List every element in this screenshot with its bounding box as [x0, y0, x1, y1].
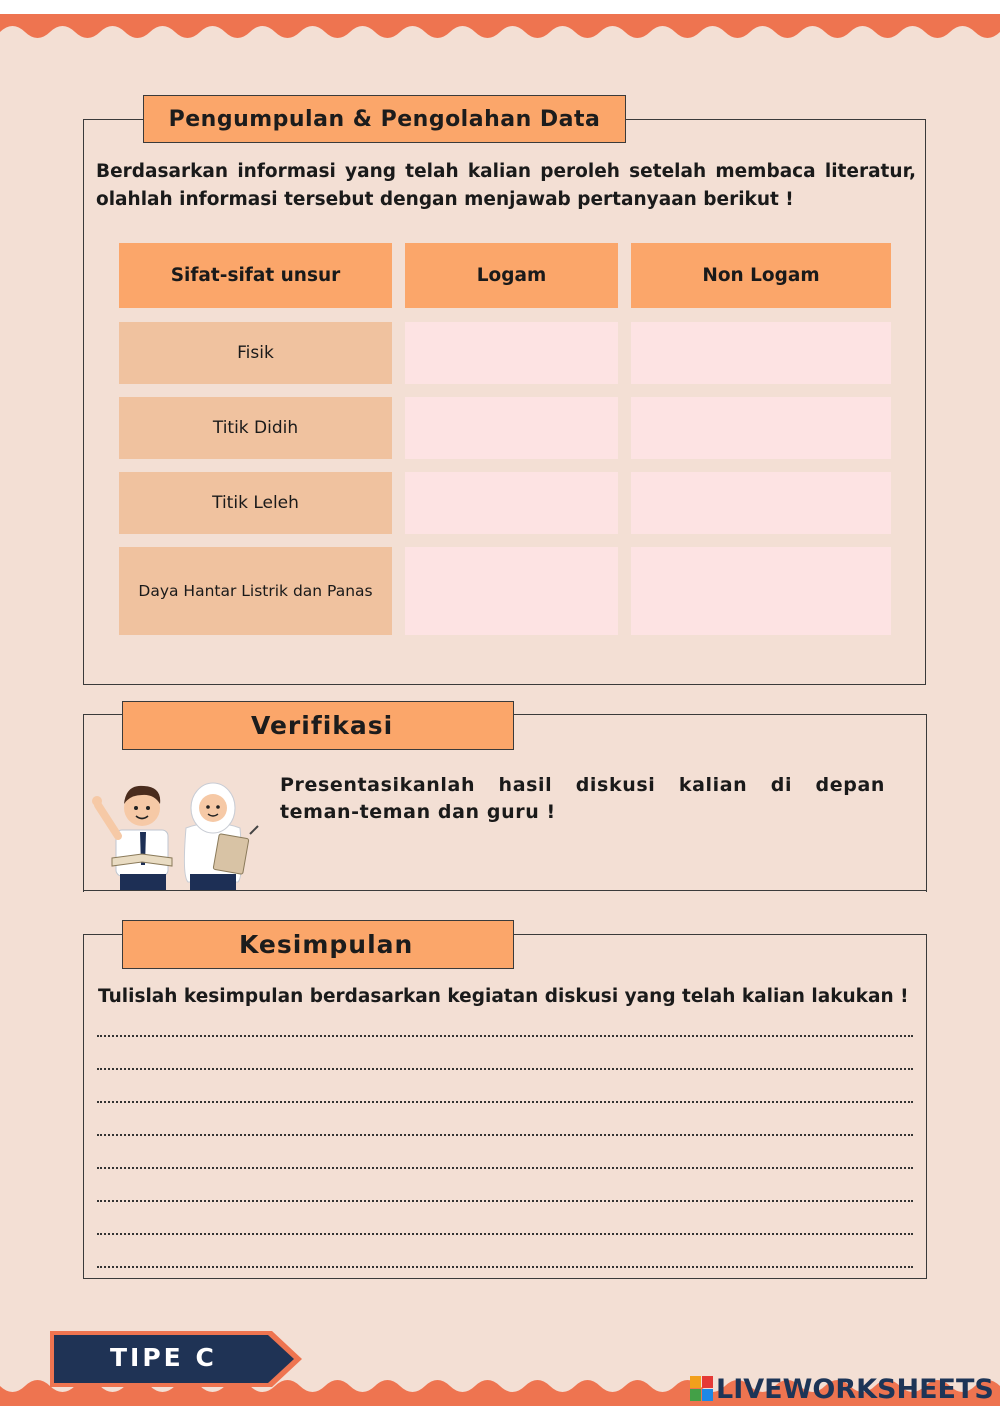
answer-metal-conductivity[interactable]	[405, 547, 618, 635]
table-header-properties: Sifat-sifat unsur	[119, 243, 392, 308]
answer-line[interactable]	[97, 1035, 913, 1037]
answer-line[interactable]	[97, 1101, 913, 1103]
answer-metal-melting-point[interactable]	[405, 472, 618, 534]
verification-text: Presentasikanlah hasil diskusi kalian di depan teman-teman dan guru !	[280, 774, 885, 823]
answer-line[interactable]	[97, 1134, 913, 1136]
answer-line[interactable]	[97, 1266, 913, 1268]
answer-line[interactable]	[97, 1200, 913, 1202]
table-header-metal: Logam	[405, 243, 618, 308]
liveworksheets-logo[interactable]	[690, 1372, 994, 1406]
answer-line[interactable]	[97, 1068, 913, 1070]
top-wave-decoration	[0, 0, 1000, 50]
liveworksheets-brand-text: LIVEWORKSHEETS	[716, 1373, 994, 1405]
answer-line[interactable]	[97, 1233, 913, 1235]
answer-metal-physical[interactable]	[405, 322, 618, 384]
conclusion-instruction: Tulislah kesimpulan berdasarkan kegiatan diskusi yang telah kalian lakukan !	[98, 986, 909, 1007]
answer-nonmetal-physical[interactable]	[631, 322, 891, 384]
liveworksheets-badge-icon	[690, 1376, 714, 1402]
answer-metal-boiling-point[interactable]	[405, 397, 618, 459]
row-label-conductivity: Daya Hantar Listrik dan Panas	[119, 547, 392, 635]
verification-title: Verifikasi	[122, 701, 514, 750]
table-header-nonmetal: Non Logam	[631, 243, 891, 308]
conclusion-title: Kesimpulan	[122, 920, 514, 969]
row-label-melting-point: Titik Leleh	[119, 472, 392, 534]
data-processing-instruction: Berdasarkan informasi yang telah kalian peroleh setelah membaca literatur, olahlah informasi tersebut dengan menjawab pertanyaan berikut !	[96, 161, 916, 210]
answer-line[interactable]	[97, 1167, 913, 1169]
students-illustration	[90, 770, 270, 890]
answer-nonmetal-conductivity[interactable]	[631, 547, 891, 635]
row-label-physical: Fisik	[119, 322, 392, 384]
answer-nonmetal-melting-point[interactable]	[631, 472, 891, 534]
type-label: TIPE C	[110, 1343, 217, 1372]
row-label-boiling-point: Titik Didih	[119, 397, 392, 459]
answer-nonmetal-boiling-point[interactable]	[631, 397, 891, 459]
verification-divider	[83, 890, 927, 891]
data-processing-title: Pengumpulan & Pengolahan Data	[143, 95, 626, 143]
